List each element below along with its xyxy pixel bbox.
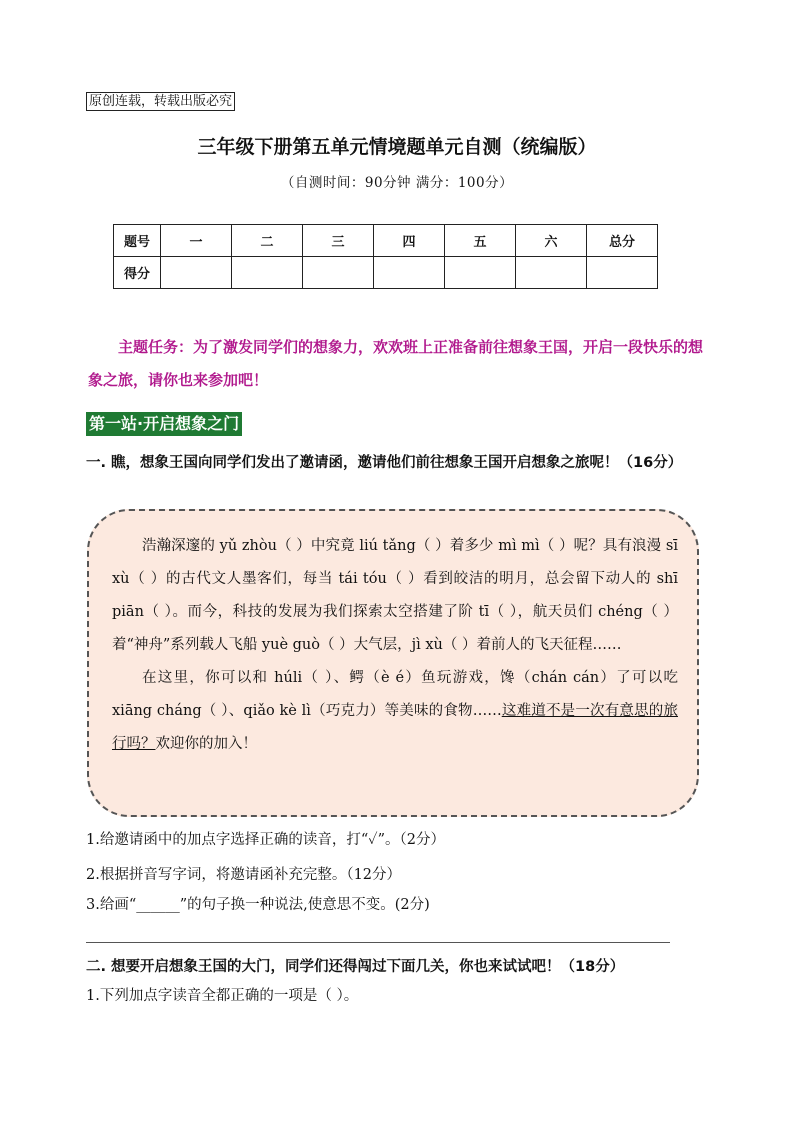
- score-table-col-3: 三: [303, 225, 374, 257]
- score-table-header-label: 题号: [114, 225, 161, 257]
- score-cell[interactable]: [516, 257, 587, 289]
- invitation-paragraph-1: 浩瀚深邃的 yǔ zhòu（ ）中究竟 liú tǎng（ ）着多少 mì mì（ ）呢？具有浪漫 sī xù（ ）的古代文人墨客们，每当 tái tóu（ ）看到皎洁的明月，总会留下动人的 shī piān（ ）。而今，科技的发展为我们探索太空搭建了阶 tī（ ），航天员们 chéng（ ）着“神舟”系列载人飞船 yuè guò（ ）大气层，jì xù（ ）着前人的飞天征程……: [112, 538, 678, 653]
- invitation-p2-start: 在这里，你可以和 húli（ ）、鳄（è é）鱼玩游戏，馋（chán cán）了可以吃 xiāng cháng（ ）、qiǎo kè lì（巧克力）等美味的食物……: [112, 670, 678, 719]
- score-cell[interactable]: [445, 257, 516, 289]
- score-cell[interactable]: [587, 257, 658, 289]
- score-cell[interactable]: [374, 257, 445, 289]
- score-table-col-6: 六: [516, 225, 587, 257]
- underlined-sentence: 这难道不是一次有意思的旅行吗？: [112, 703, 678, 752]
- score-table-col-1: 一: [161, 225, 232, 257]
- answer-line[interactable]: [86, 942, 670, 943]
- invitation-text: [112, 530, 678, 761]
- score-table: [113, 224, 658, 289]
- score-table-col-2: 二: [232, 225, 303, 257]
- section-1-heading: 一. 瞧，想象王国向同学们发出了邀请函，邀请他们前往想象王国开启想象之旅呢！（16分）: [86, 455, 683, 471]
- theme-task: 主题任务：为了激发同学们的想象力，欢欢班上正准备前往想象王国，开启一段快乐的想象之旅，请你也来参加吧！: [88, 338, 704, 389]
- score-cell[interactable]: [232, 257, 303, 289]
- invitation-p2-end: 欢迎你的加入！: [155, 736, 257, 752]
- score-table-score-row: [114, 257, 658, 289]
- invitation-paragraph-2: [112, 662, 678, 761]
- section-2-heading: 二. 想要开启想象王国的大门，同学们还得闯过下面几关，你也来试试吧！（18分）: [86, 959, 625, 975]
- question-1-3: 3.给画“______”的句子换一种说法,使意思不变。(2分): [86, 897, 430, 913]
- page-title: 三年级下册第五单元情境题单元自测（统编版）: [197, 136, 597, 158]
- question-1-2: 2.根据拼音写字词，将邀请函补充完整。（12分）: [86, 867, 402, 883]
- question-2-1: 1.下列加点字读音全都正确的一项是（ ）。: [86, 988, 359, 1004]
- score-table-col-5: 五: [445, 225, 516, 257]
- score-table-row-label: 得分: [114, 257, 161, 289]
- copyright-notice: 原创连载，转载出版必究: [86, 92, 235, 111]
- score-table-col-4: 四: [374, 225, 445, 257]
- score-table-header-row: [114, 225, 658, 257]
- exam-info: （自测时间：90分钟 满分：100分）: [280, 175, 514, 191]
- question-1-1: 1.给邀请函中的加点字选择正确的读音，打“✓”。（2分）: [86, 832, 445, 848]
- score-cell[interactable]: [161, 257, 232, 289]
- score-table-col-total: 总分: [587, 225, 658, 257]
- station-banner: 第一站·开启想象之门: [86, 412, 242, 436]
- score-cell[interactable]: [303, 257, 374, 289]
